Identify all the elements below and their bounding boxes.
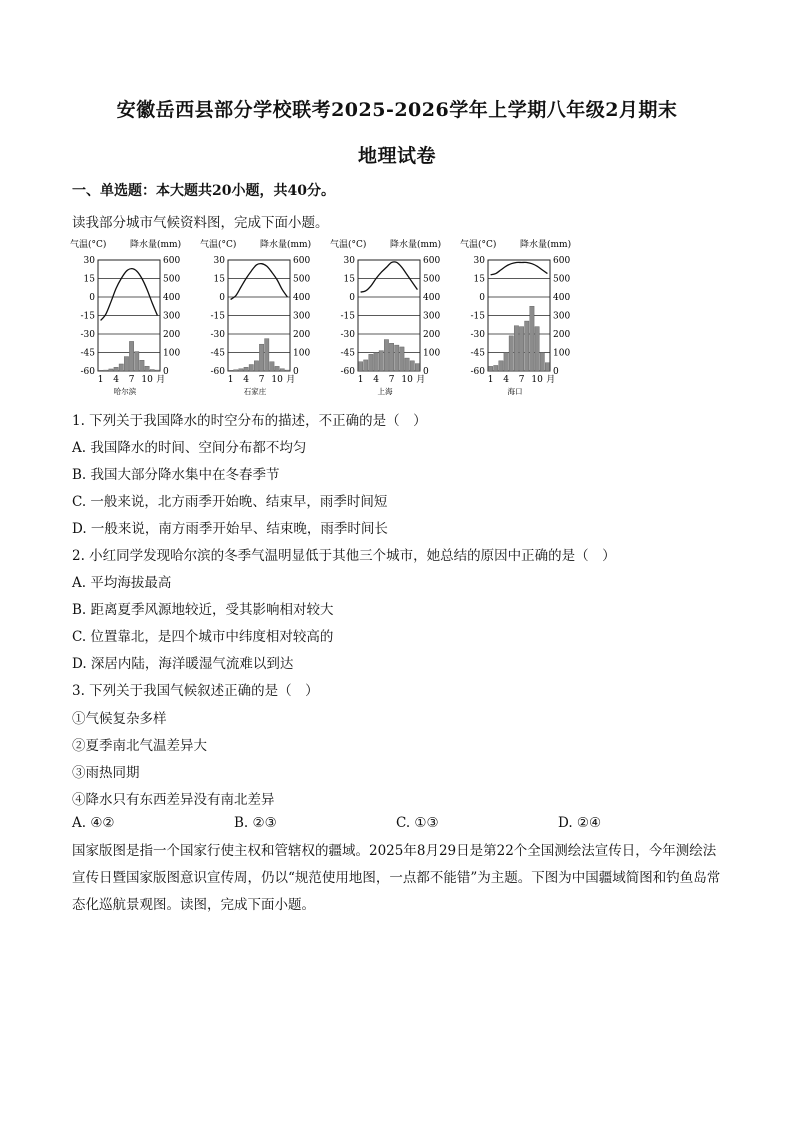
temperature-tick-label: -45 [340,348,355,359]
temperature-tick-label: -15 [340,311,355,322]
temperature-axis-title: 气温(°C) [330,240,367,250]
precipitation-axis-title: 降水量(mm) [520,240,572,250]
precipitation-tick-label: 100 [293,348,311,359]
temperature-curve [231,264,288,300]
precipitation-bar [244,367,248,371]
question-2-option-c: C. 位置靠北，是四个城市中纬度相对较高的 [72,629,334,645]
precipitation-tick-label: 500 [423,274,441,285]
precipitation-tick-label: 0 [163,367,169,377]
precipitation-bar [509,336,513,371]
precipitation-bar [374,353,378,372]
precipitation-bar [405,358,409,371]
precipitation-bar [540,353,544,372]
precipitation-axis-title: 降水量(mm) [130,240,182,250]
month-tick-label: 4 [243,375,249,385]
temperature-tick-label: -30 [340,330,355,340]
temperature-axis-title: 气温(°C) [70,240,107,250]
precipitation-bar [129,341,133,371]
precipitation-bar [109,369,113,371]
temperature-tick-label: 0 [349,293,355,303]
temperature-tick-label: 0 [89,293,95,303]
question-2-option-d: D. 深居内陆，海洋暖湿气流难以到达 [72,656,294,672]
question-3-option-b: B. ②③ [234,815,277,831]
precipitation-bar [364,360,368,371]
precipitation-bar [239,369,243,371]
precipitation-bar [270,362,274,371]
precipitation-tick-label: 400 [423,293,441,303]
precipitation-tick-label: 200 [293,330,311,340]
temperature-tick-label: -30 [80,330,95,340]
temperature-tick-label: -30 [470,330,485,340]
precipitation-bar [415,364,419,371]
month-tick-label: 4 [503,375,509,385]
month-tick-label: 1 [357,375,364,385]
temperature-tick-label: -30 [210,330,225,340]
month-axis-unit: 月 [416,375,426,385]
precipitation-axis-title: 降水量(mm) [260,240,312,250]
temperature-curve [101,269,158,321]
month-axis-unit: 月 [546,375,556,385]
precipitation-bar [488,366,492,371]
precipitation-bar [400,347,404,371]
precipitation-bar [124,357,128,371]
precipitation-tick-label: 100 [553,348,571,359]
temperature-tick-label: -45 [210,348,225,359]
precipitation-bar [135,352,139,371]
temperature-curve [491,262,548,274]
temperature-tick-label: -15 [210,311,225,322]
chart-intro: 读我部分城市气候资料图，完成下面小题。 [72,215,329,231]
precipitation-tick-label: 300 [423,311,441,322]
precipitation-axis-title: 降水量(mm) [390,240,442,250]
section-heading: 一、单选题：本大题共20小题，共40分。 [72,183,335,199]
precipitation-tick-label: 300 [163,311,181,322]
question-1-option-d: D. 一般来说，南方雨季开始早、结束晚，雨季时间长 [72,521,388,537]
month-tick-label: 4 [113,375,119,385]
precipitation-bar [519,327,523,371]
precipitation-tick-label: 600 [163,256,181,266]
temperature-tick-label: 0 [479,293,485,303]
precipitation-bar [358,362,362,371]
temperature-tick-label: -60 [80,367,95,377]
question-1-stem: 1. 下列关于我国降水的时空分布的描述，不正确的是（ ） [72,413,427,429]
month-tick-label: 4 [373,375,379,385]
precipitation-tick-label: 200 [553,330,571,340]
question-2-option-b: B. 距离夏季风源地较近，受其影响相对较大 [72,602,334,618]
passage-national-territory: 国家版图是指一个国家行使主权和管辖权的疆域。2025年8月29日是第22个全国测绘法宣传日，今年测绘法宣传日暨国家版图意识宣传周，仍以“规范使用地图，一点都不能错”为主题。下图为中国疆域简图和钓鱼岛常态化巡航景观图。读图，完成下面小题。 [72,843,721,913]
month-tick-label: 10 [401,375,413,385]
temperature-tick-label: 15 [83,274,95,285]
precipitation-bar [369,354,373,371]
precipitation-tick-label: 600 [423,256,441,266]
precipitation-tick-label: 100 [423,348,441,359]
precipitation-tick-label: 600 [293,256,311,266]
precipitation-tick-label: 500 [293,274,311,285]
precipitation-bar [280,369,284,371]
temperature-tick-label: 15 [343,274,355,285]
question-1-option-a: A. 我国降水的时间、空间分布都不均匀 [72,440,307,456]
precipitation-bar [530,306,534,371]
precipitation-tick-label: 400 [163,293,181,303]
precipitation-bar [389,343,393,371]
month-tick-label: 7 [258,375,265,385]
temperature-tick-label: -15 [470,311,485,322]
precipitation-bar [104,370,108,371]
month-tick-label: 7 [388,375,395,385]
temperature-tick-label: -60 [340,367,355,377]
precipitation-tick-label: 400 [293,293,311,303]
precipitation-tick-label: 0 [553,367,559,377]
month-tick-label: 10 [271,375,283,385]
question-3-option-d: D. ②④ [558,815,602,831]
precipitation-bar [384,340,388,371]
precipitation-bar [254,361,258,371]
month-tick-label: 1 [487,375,494,385]
question-2-stem: 2. 小红同学发现哈尔滨的冬季气温明显低于其他三个城市，她总结的原因中正确的是（ ） [72,548,616,564]
temperature-tick-label: 15 [473,274,485,285]
precipitation-bar [228,370,232,371]
temperature-tick-label: 30 [473,256,485,266]
temperature-tick-label: 15 [213,274,225,285]
temperature-tick-label: -60 [210,367,225,377]
precipitation-bar [249,365,253,371]
precipitation-bar [145,366,149,371]
question-3-option-c: C. ①③ [396,815,439,831]
precipitation-bar [265,339,269,371]
temperature-tick-label: 30 [343,256,355,266]
temperature-tick-label: 0 [219,293,225,303]
month-tick-label: 10 [141,375,153,385]
question-3-statement-2: ②夏季南北气温差异大 [72,738,207,754]
precipitation-tick-label: 500 [553,274,571,285]
exam-title-line-2: 地理试卷 [357,145,436,167]
exam-title-line-1: 安徽岳西县部分学校联考2025-2026学年上学期八年级2月期末 [116,99,678,121]
precipitation-tick-label: 500 [163,274,181,285]
temperature-tick-label: -45 [80,348,95,359]
precipitation-bar [259,344,263,371]
city-label: 哈尔滨 [113,387,137,396]
temperature-tick-label: -45 [470,348,485,359]
precipitation-bar [285,370,289,371]
precipitation-bar [379,351,383,371]
precipitation-tick-label: 200 [423,330,441,340]
question-3-option-a: A. ④② [72,815,115,831]
precipitation-tick-label: 300 [293,311,311,322]
precipitation-bar [514,326,518,371]
precipitation-bar [494,365,498,371]
temperature-tick-label: -60 [470,367,485,377]
month-axis-unit: 月 [156,375,166,385]
precipitation-bar [234,370,238,371]
city-label: 上海 [377,387,393,396]
precipitation-bar [98,370,102,371]
temperature-axis-title: 气温(°C) [200,240,237,250]
precipitation-bar [150,370,154,371]
question-3-statement-4: ④降水只有东西差异没有南北差异 [72,792,275,808]
precipitation-tick-label: 0 [293,367,299,377]
precipitation-bar [155,370,159,371]
precipitation-tick-label: 400 [553,293,571,303]
temperature-tick-label: -15 [80,311,95,322]
question-1-option-b: B. 我国大部分降水集中在冬春季节 [72,467,280,483]
climate-charts [70,236,590,402]
temperature-tick-label: 30 [83,256,95,266]
question-2-option-a: A. 平均海拔最高 [72,575,172,591]
precipitation-tick-label: 0 [423,367,429,377]
precipitation-bar [535,327,539,371]
precipitation-tick-label: 100 [163,348,181,359]
precipitation-bar [140,360,144,371]
question-1-option-c: C. 一般来说，北方雨季开始晚、结束早，雨季时间短 [72,494,388,510]
precipitation-bar [499,361,503,371]
question-3-statement-1: ①气候复杂多样 [72,711,167,727]
precipitation-bar [275,366,279,371]
month-tick-label: 1 [227,375,234,385]
temperature-axis-title: 气温(°C) [460,240,497,250]
city-label: 海口 [507,387,523,396]
month-axis-unit: 月 [286,375,296,385]
precipitation-bar [525,321,529,371]
precipitation-bar [410,361,414,371]
precipitation-bar [545,363,549,371]
precipitation-tick-label: 200 [163,330,181,340]
month-tick-label: 1 [97,375,104,385]
precipitation-bar [119,364,123,371]
question-3-stem: 3. 下列关于我国气候叙述正确的是（ ） [72,683,319,699]
month-tick-label: 7 [518,375,525,385]
city-label: 石家庄 [243,387,267,396]
precipitation-bar [504,353,508,372]
month-tick-label: 7 [128,375,135,385]
month-tick-label: 10 [531,375,543,385]
precipitation-tick-label: 300 [553,311,571,322]
question-3-statement-3: ③雨热同期 [72,765,140,781]
precipitation-tick-label: 600 [553,256,571,266]
precipitation-bar [395,345,399,371]
temperature-curve [361,262,418,292]
temperature-tick-label: 30 [213,256,225,266]
precipitation-bar [114,367,118,371]
